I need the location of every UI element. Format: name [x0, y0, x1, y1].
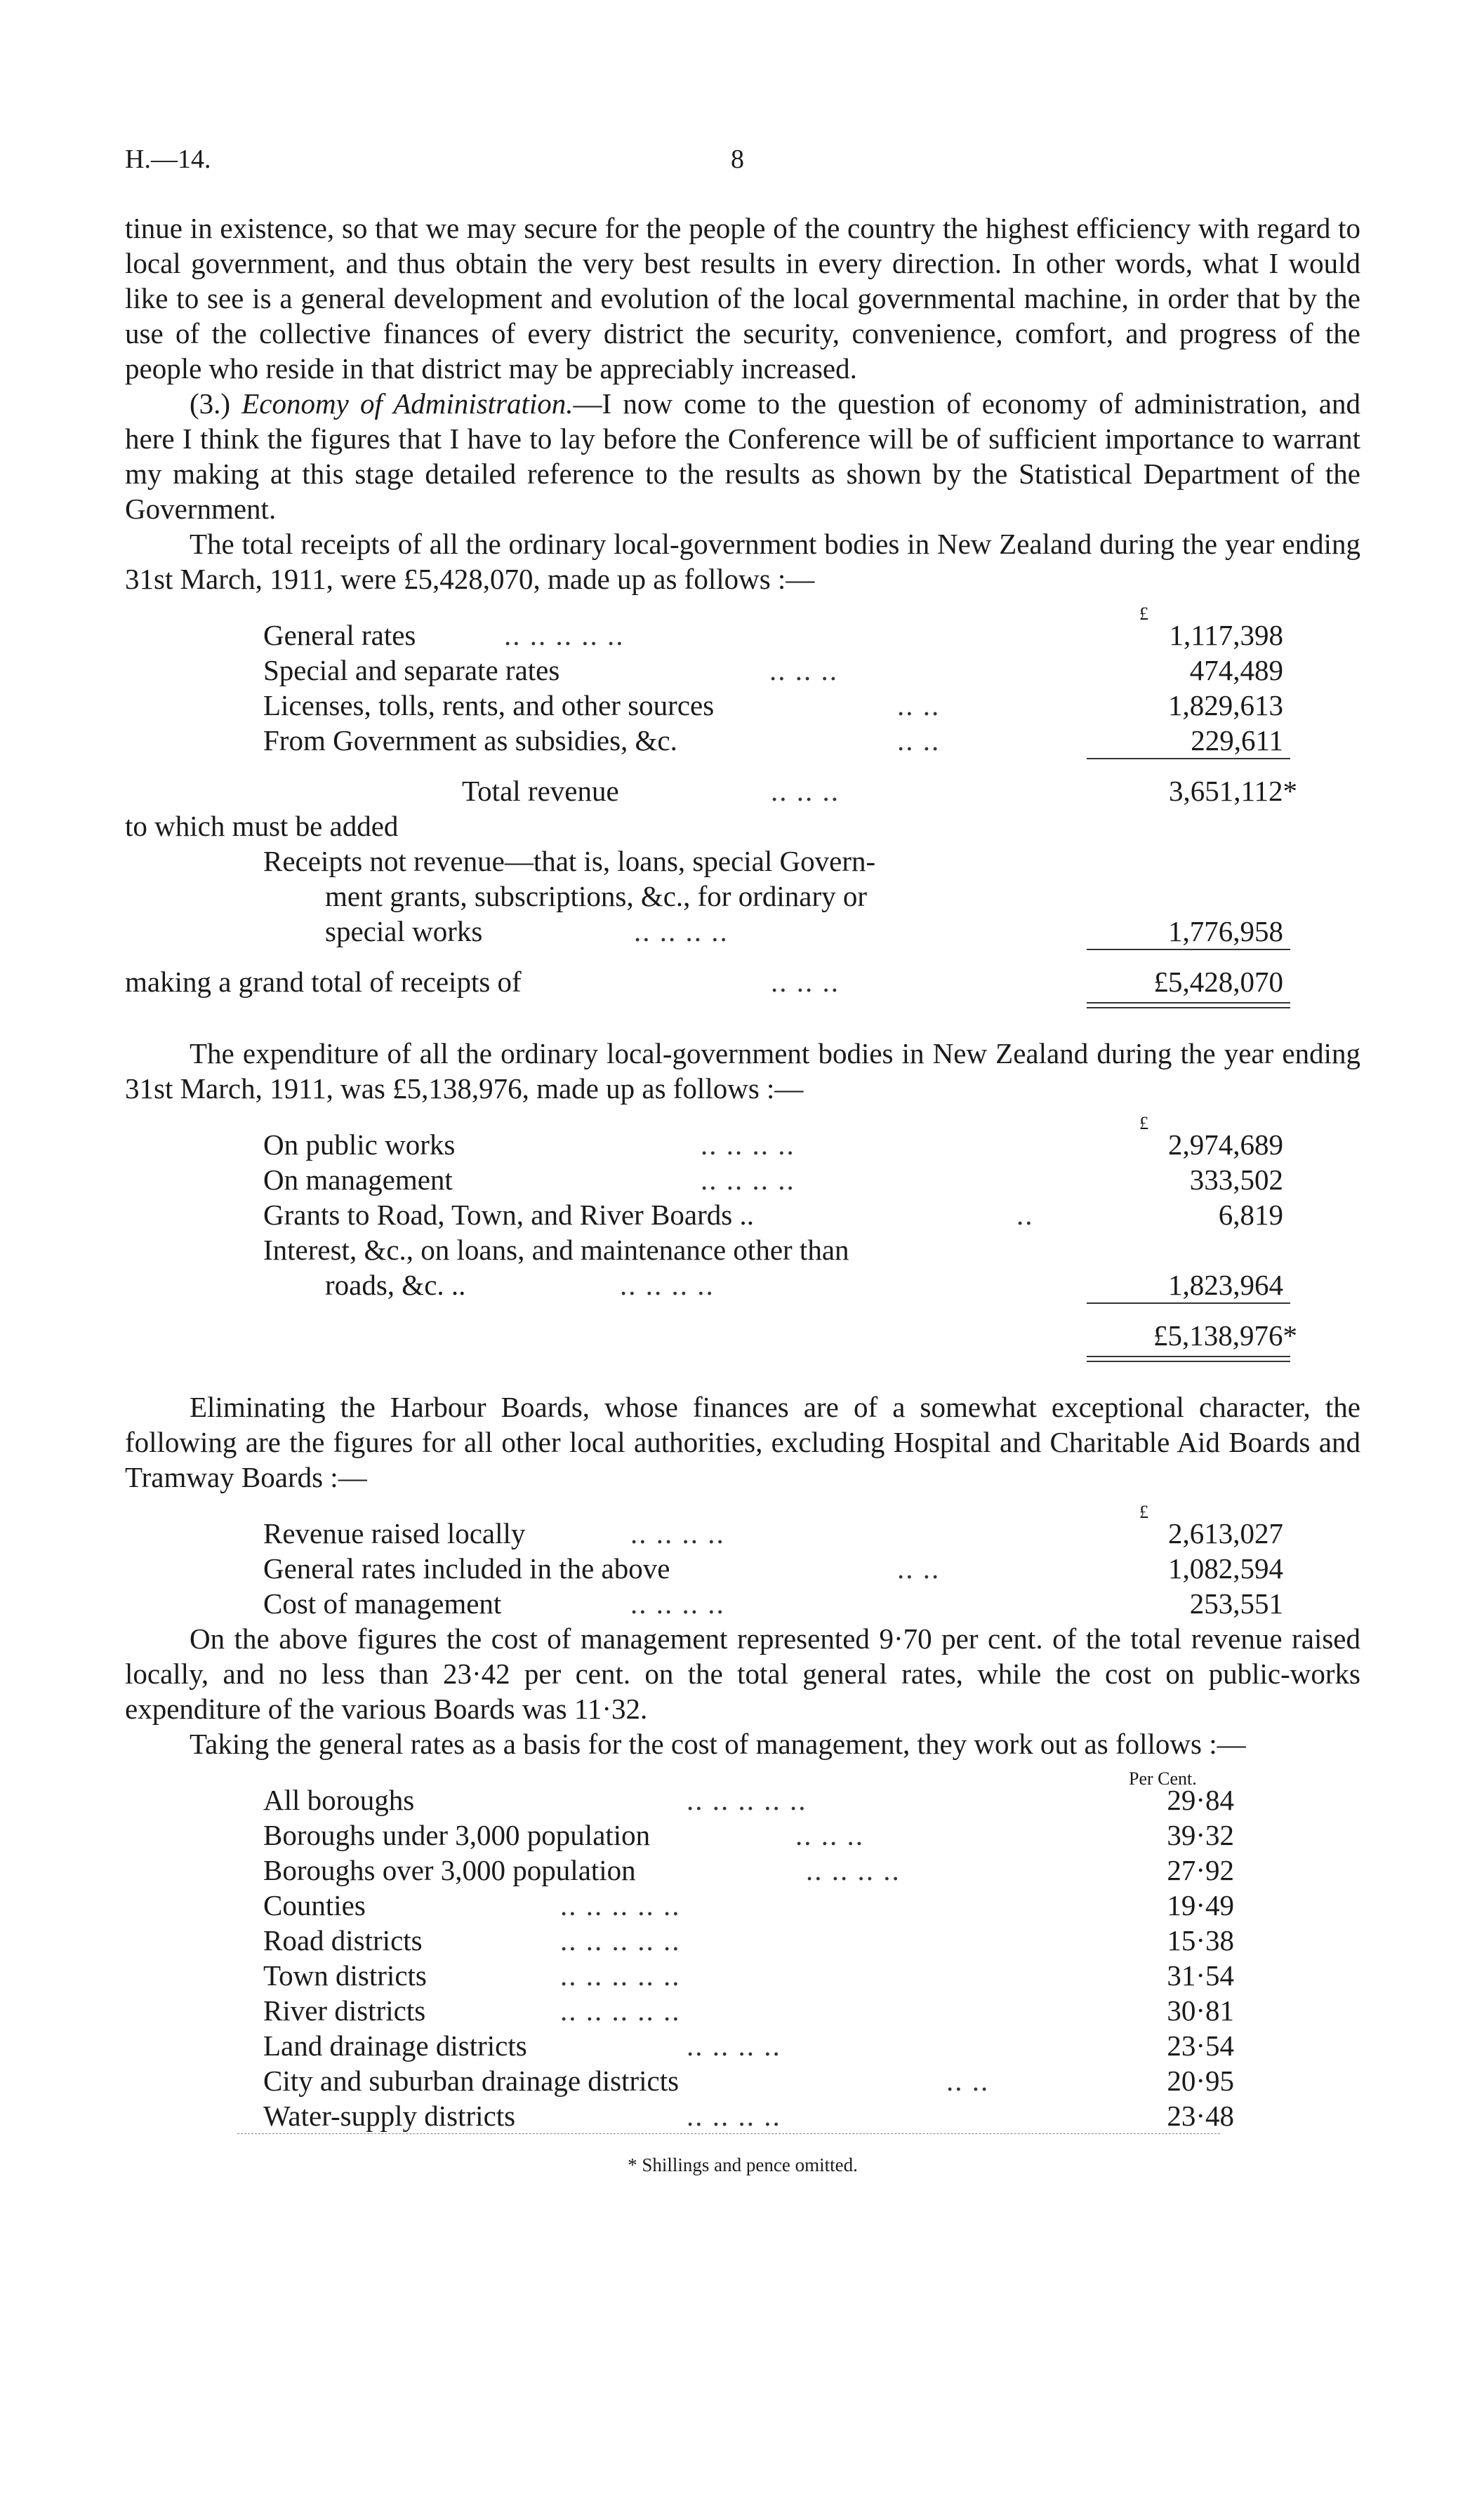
- row-label: Revenue raised locally: [263, 1517, 526, 1549]
- row-label: General rates: [263, 619, 416, 651]
- table-row: [125, 1923, 1360, 1958]
- double-rule: [125, 999, 1360, 1015]
- paragraph-general-rates-basis: Taking the general rates as a basis for the cost of management, they work out as follows :—: [190, 1728, 1246, 1760]
- total-label: Total revenue: [462, 775, 619, 807]
- leader-dots: .. .. .. .. ..: [560, 1889, 681, 1921]
- row-label: Counties: [263, 1889, 366, 1921]
- grand-total-value: £5,428,070: [1153, 966, 1283, 998]
- total-value: 3,651,112*: [1169, 775, 1297, 807]
- row-value: 6,819: [1218, 1199, 1283, 1231]
- page-number: 8: [731, 145, 744, 174]
- table-row: [125, 1782, 1360, 1818]
- leader-dots: .. .. .. ..: [687, 2100, 781, 2132]
- row-value: 39·32: [1167, 1819, 1234, 1851]
- leader-dots: .. .. .. .. ..: [560, 1994, 681, 2027]
- unit-header: £: [1139, 1502, 1148, 1522]
- leader-dots: .. ..: [897, 1552, 941, 1585]
- leader-dots: .. .. .. .. ..: [687, 1784, 807, 1816]
- page-header: [125, 144, 1360, 186]
- row-value: 2,974,689: [1168, 1128, 1283, 1161]
- row-value: 30·81: [1167, 1994, 1234, 2027]
- table-row: [125, 688, 1360, 723]
- leader-dots: .. .. .. .. ..: [504, 619, 625, 651]
- document-reference: H.—14.: [125, 145, 211, 174]
- row-value: 253,551: [1189, 1587, 1283, 1620]
- row-label: Water-supply districts: [263, 2100, 516, 2132]
- paragraph-cost-analysis: On the above figures the cost of management represented 9·70 per cent. of the total revenue raised locally, and no less than 23·42 per cent. on the total general rates, while the cost on public-works expenditure of the various Boards was 11·32.: [125, 1622, 1360, 1725]
- grand-total-row: [125, 964, 1360, 999]
- leader-dots: .. .. .. ..: [701, 1164, 795, 1196]
- table-row: [125, 1516, 1360, 1551]
- grand-total-label: making a grand total of receipts of: [125, 966, 522, 998]
- leader-dots: .. .. ..: [771, 775, 840, 807]
- table-row: [125, 2063, 1360, 2098]
- table-row: [125, 1586, 1360, 1621]
- not-revenue-line: ment grants, subscriptions, &c., for ordinary or: [325, 880, 868, 912]
- row-label: River districts: [263, 1994, 426, 2027]
- management-cost-table: [125, 1761, 1360, 2133]
- leader-dots: .. .. .. ..: [630, 1587, 725, 1620]
- row-value: 2,613,027: [1168, 1517, 1283, 1549]
- expenditure-table: [125, 1106, 1360, 1368]
- leader-dots: .. .. .. ..: [620, 1269, 715, 1301]
- section-number: (3.): [190, 387, 231, 420]
- not-revenue-line: Receipts not revenue—that is, loans, special Govern-: [263, 845, 876, 877]
- table-row: [125, 1993, 1360, 2028]
- table-row: [125, 1888, 1360, 1923]
- table-row: [125, 1853, 1360, 1888]
- interest-row: roads, &c. .. .. .. .. .. 1,823,964: [325, 1269, 1283, 1301]
- row-label: Land drainage districts: [263, 2029, 527, 2062]
- row-label: Cost of management: [263, 1587, 502, 1620]
- row-value: 20·95: [1167, 2065, 1234, 2097]
- row-label: Road districts: [263, 1924, 423, 1956]
- row-value: 229,611: [1191, 724, 1283, 756]
- row-value: 29·84: [1167, 1784, 1234, 1816]
- unit-header: Per Cent.: [1129, 1768, 1197, 1789]
- row-value: 1,776,958: [1168, 915, 1283, 947]
- row-label: All boroughs: [263, 1784, 415, 1816]
- double-rule: [125, 1353, 1360, 1368]
- table-row: [125, 1197, 1360, 1232]
- row-value: 1,117,398: [1169, 619, 1283, 651]
- row-label: On public works: [263, 1128, 456, 1161]
- row-value: 1,829,613: [1168, 689, 1283, 721]
- unit-header: £: [1139, 604, 1148, 624]
- leader-dots: .. .. .. ..: [630, 1517, 725, 1549]
- sum-rule: [125, 1302, 1360, 1318]
- added-row: [125, 808, 1360, 844]
- paragraph-economy: [125, 386, 1360, 526]
- paragraph-harbour-boards: Eliminating the Harbour Boards, whose finances are of a somewhat exceptional character, the following are the figures for all other local authorities, excluding Hospital and Charitable Aid Boards and Tramway Boards :—: [125, 1391, 1360, 1493]
- leader-dots: .. .. .. ..: [634, 915, 729, 947]
- table-row: [125, 653, 1360, 688]
- row-value: 23·48: [1167, 2100, 1234, 2132]
- row-label: On management: [263, 1164, 453, 1196]
- row-value: 19·49: [1167, 1889, 1234, 1921]
- row-label: General rates included in the above: [263, 1552, 670, 1585]
- table-row: [125, 1958, 1360, 1993]
- total-row: [125, 1318, 1360, 1353]
- row-label: Boroughs over 3,000 population: [263, 1854, 636, 1886]
- added-label: to which must be added: [125, 810, 399, 842]
- unit-header: £: [1139, 1113, 1148, 1133]
- table-row: [125, 2098, 1360, 2133]
- table-row: [125, 723, 1360, 758]
- leader-dots: .. .. ..: [795, 1819, 864, 1851]
- leader-dots: .. ..: [946, 2065, 990, 2097]
- row-value: 15·38: [1167, 1924, 1234, 1956]
- footnote-rule: [125, 2133, 1360, 2140]
- leader-dots: .. .. ..: [771, 966, 840, 998]
- page-body: [125, 211, 1360, 2182]
- sum-rule: [125, 758, 1360, 773]
- leader-dots: .. .. .. .. ..: [560, 1924, 681, 1956]
- paragraph-expenditure-intro: The expenditure of all the ordinary local-government bodies in New Zealand during the year ending 31st March, 1911, was £5,138,976, made up as follows :—: [125, 1037, 1360, 1105]
- paragraph-continuation: tinue in existence, so that we may secure for the people of the country the highest efficiency with regard to local government, and thus obtain the very best results in every direction. In other words, what I would like to see is a general development and evolution of the local governmental machine, in order that by the use of the collective finances of every district the security, convenience, comfort, and progress of the people who reside in that district may be appreciably increased.: [125, 212, 1360, 385]
- leader-dots: .. ..: [897, 689, 941, 721]
- leader-dots: .. ..: [897, 724, 941, 756]
- leader-dots: .. .. .. .. ..: [560, 1959, 681, 1992]
- row-label: Licenses, tolls, rents, and other sources: [263, 689, 715, 721]
- leader-dots: .. .. .. ..: [806, 1854, 901, 1886]
- total-value: £5,138,976*: [1153, 1319, 1297, 1352]
- total-row: [125, 773, 1360, 808]
- leader-dots: .. .. .. ..: [687, 2029, 781, 2062]
- row-label: Town districts: [263, 1959, 427, 1992]
- not-revenue-row: special works .. .. .. .. 1,776,958: [325, 915, 1283, 947]
- table-row: [125, 2028, 1360, 2063]
- row-value: 333,502: [1189, 1164, 1283, 1196]
- row-value: 1,823,964: [1168, 1269, 1283, 1301]
- leader-dots: .. .. ..: [769, 654, 838, 686]
- sum-rule: [125, 949, 1360, 964]
- table-row: [125, 618, 1360, 653]
- row-label: City and suburban drainage districts: [263, 2065, 680, 2097]
- interest-line: Interest, &c., on loans, and maintenance other than: [263, 1234, 849, 1266]
- row-value: 474,489: [1189, 654, 1283, 686]
- row-value: 27·92: [1167, 1854, 1234, 1886]
- leader-dots: ..: [1016, 1199, 1034, 1231]
- paragraph-receipts-intro: The total receipts of all the ordinary local-government bodies in New Zealand during the year ending 31st March, 1911, were £5,428,070, made up as follows :—: [125, 528, 1360, 595]
- table-row: [125, 1818, 1360, 1853]
- row-label: From Government as subsidies, &c.: [263, 724, 677, 756]
- leader-dots: .. .. .. ..: [701, 1128, 795, 1161]
- row-value: 1,082,594: [1168, 1552, 1283, 1585]
- section-heading: Economy of Administration.: [241, 387, 574, 420]
- row-label: Grants to Road, Town, and River Boards ..: [263, 1199, 754, 1231]
- row-value: 31·54: [1167, 1959, 1234, 1992]
- table-row: [125, 1162, 1360, 1197]
- table-row: [125, 1127, 1360, 1162]
- receipts-table: [125, 596, 1360, 1015]
- table-row: [125, 1551, 1360, 1586]
- row-value: 23·54: [1167, 2029, 1234, 2062]
- footnote: * Shillings and pence omitted.: [628, 2154, 858, 2175]
- other-authorities-table: [125, 1495, 1360, 1621]
- row-label: Special and separate rates: [263, 654, 560, 686]
- section-text: —I now come to the question of economy of administration, and here I think the figures that I have to lay before the Conference will be of sufficient importance to warrant my making at this stage detailed reference to the results as shown by the Statistical Department of the Government.: [125, 387, 1360, 525]
- row-label: Boroughs under 3,000 population: [263, 1819, 651, 1851]
